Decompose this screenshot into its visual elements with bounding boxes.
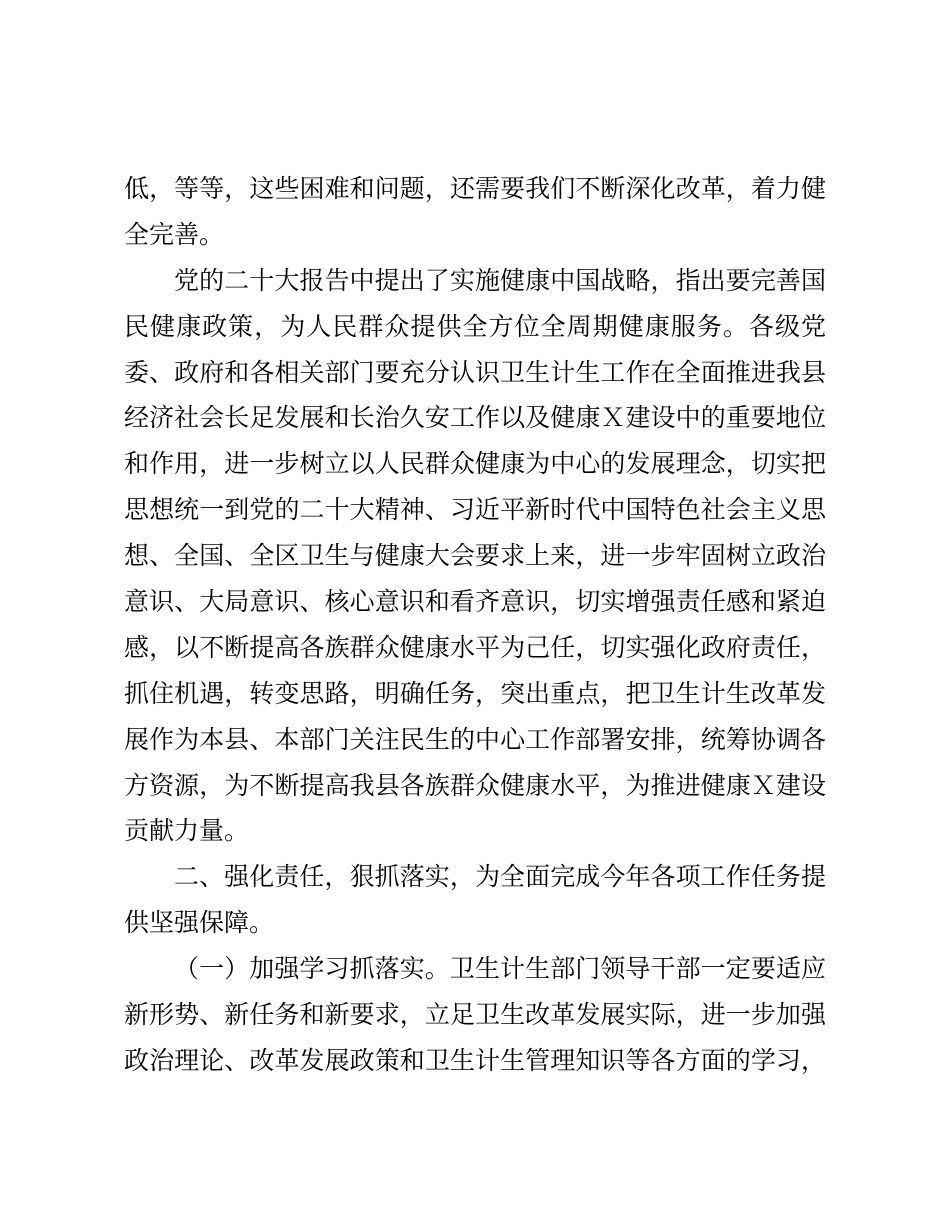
text-line: 民健康政策，为人民群众提供全方位全周期健康服务。各级党	[124, 311, 826, 341]
text-line: 全完善。	[124, 219, 225, 249]
text-line: 思想统一到党的二十大精神、习近平新时代中国特色社会主义思	[124, 495, 826, 525]
paragraph-first-line: （一）加强学习抓落实。卫生计生部门领导干部一定要适应	[174, 954, 826, 984]
text-line: 和作用，进一步树立以人民群众健康为中心的发展理念，切实把	[124, 449, 826, 479]
section-heading-continuation: 供坚强保障。	[124, 908, 275, 938]
section-heading: 二、强化责任，狠抓落实，为全面完成今年各项工作任务提	[174, 862, 826, 892]
text-line: 意识、大局意识、核心意识和看齐意识，切实增强责任感和紧迫	[124, 587, 826, 617]
text-line: 抓住机遇，转变思路，明确任务，突出重点，把卫生计生改革发	[124, 678, 826, 708]
text-line: 低，等等，这些困难和问题，还需要我们不断深化改革，着力健	[124, 174, 826, 203]
text-line: 展作为本县、本部门关注民生的中心工作部署安排，统筹协调各	[124, 724, 826, 754]
text-line: 新形势、新任务和新要求，立足卫生改革发展实际，进一步加强	[124, 1000, 826, 1030]
document-body	[124, 166, 826, 1084]
text-line: 贡献力量。	[124, 816, 250, 846]
text-line: 委、政府和各相关部门要充分认识卫生计生工作在全面推进我县	[124, 357, 826, 387]
text-line: 经济社会长足发展和长治久安工作以及健康Ｘ建设中的重要地位	[124, 403, 826, 433]
text-line: 感，以不断提高各族群众健康水平为己任，切实强化政府责任，	[124, 632, 826, 662]
text-line: 方资源，为不断提高我县各族群众健康水平，为推进健康Ｘ建设	[124, 770, 826, 800]
text-line: 想、全国、全区卫生与健康大会要求上来，进一步牢固树立政治	[124, 541, 826, 571]
paragraph-first-line: 党的二十大报告中提出了实施健康中国战略，指出要完善国	[174, 265, 826, 295]
text-line: 政治理论、改革发展政策和卫生计生管理知识等各方面的学习，	[124, 1045, 826, 1075]
